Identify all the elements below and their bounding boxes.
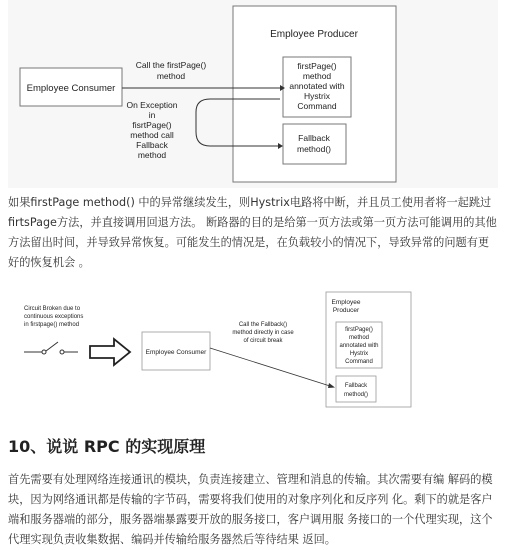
first-page-line: method [348,335,370,341]
fallback-line: Fallback [344,383,368,389]
exception-label: method [137,150,167,160]
paragraph-rpc-principle: 首先需要有处理网络连接通讯的模块，负责连接建立、管理和消息的传输。其次需要有编 解码的模块，因为网络通讯都是传输的字节码，需要将我们使用的对象序列化和反序列 化。剩下的就是客户端和服务器端的部分，服务器端暴露要开放的服务接口，客户调用服 务接口的一个代理实现，这个代理实现负责收集数据、编码并传输给服务器然后等待结果 返回。 [8,473,493,546]
call-label: of circuit break [243,338,283,344]
paragraph-circuit-breaker: 如果firstPage method() 中的异常继续发生，则Hystrix电路将中断，并且员工使用者将一起跳过firtsPage方法，并直接调用回退方法。 断路器的目的是给第一页方法或第一页方法可能调用的其他方法留出时间，并导致异常恢复。可能发生的情况是，在负载较小的情况下，导致异常的问题有更好的恢复机会 。 [8,196,497,269]
fallback-box [336,376,376,402]
open-switch-icon [24,342,78,354]
first-page-line: Command [297,101,337,111]
exception-label: method call [130,130,174,140]
hystrix-fallback-diagram [0,0,507,188]
consumer-label: Employee Consumer [145,349,207,356]
first-page-line: annotated with [289,81,345,91]
first-page-line: firstPage() [345,327,373,333]
first-page-line: annotated with [339,343,379,349]
call-label: Call the firstPage() [135,60,207,70]
call-label: Call the Fallback() [238,322,288,328]
fallback-line: method() [343,392,369,398]
first-page-line: Command [345,359,373,365]
first-page-line: method [302,71,332,81]
fallback-line: Fallback [298,133,330,143]
section-heading: 10、说说 RPC 的实现原理 [8,437,206,456]
exception-label: Fallback [136,140,168,150]
call-label: method directly in case [232,330,294,336]
circuit-note: in firstpage() method [24,322,80,328]
consumer-label: Employee Consumer [26,83,116,94]
fallback-line: method() [296,144,332,154]
exception-label: in [148,110,156,120]
producer-title: Employee [331,299,361,306]
first-page-line: Hystrix [304,91,330,101]
fallback-call-arrow [210,348,330,386]
call-label: method [156,71,186,81]
exception-label: fisrtPage() [132,120,172,130]
first-page-line: firstPage() [297,61,337,71]
circuit-note: Circuit Broken due to [24,306,81,312]
first-page-line: Hystrix [349,351,369,357]
circuit-note: continuous exceptions [24,314,84,320]
exception-label: On Exception [126,100,178,110]
hollow-arrow-icon [90,339,130,365]
producer-title: Producer [332,307,360,314]
circuit-break-diagram [0,282,507,412]
producer-title: Employee Producer [270,29,358,40]
